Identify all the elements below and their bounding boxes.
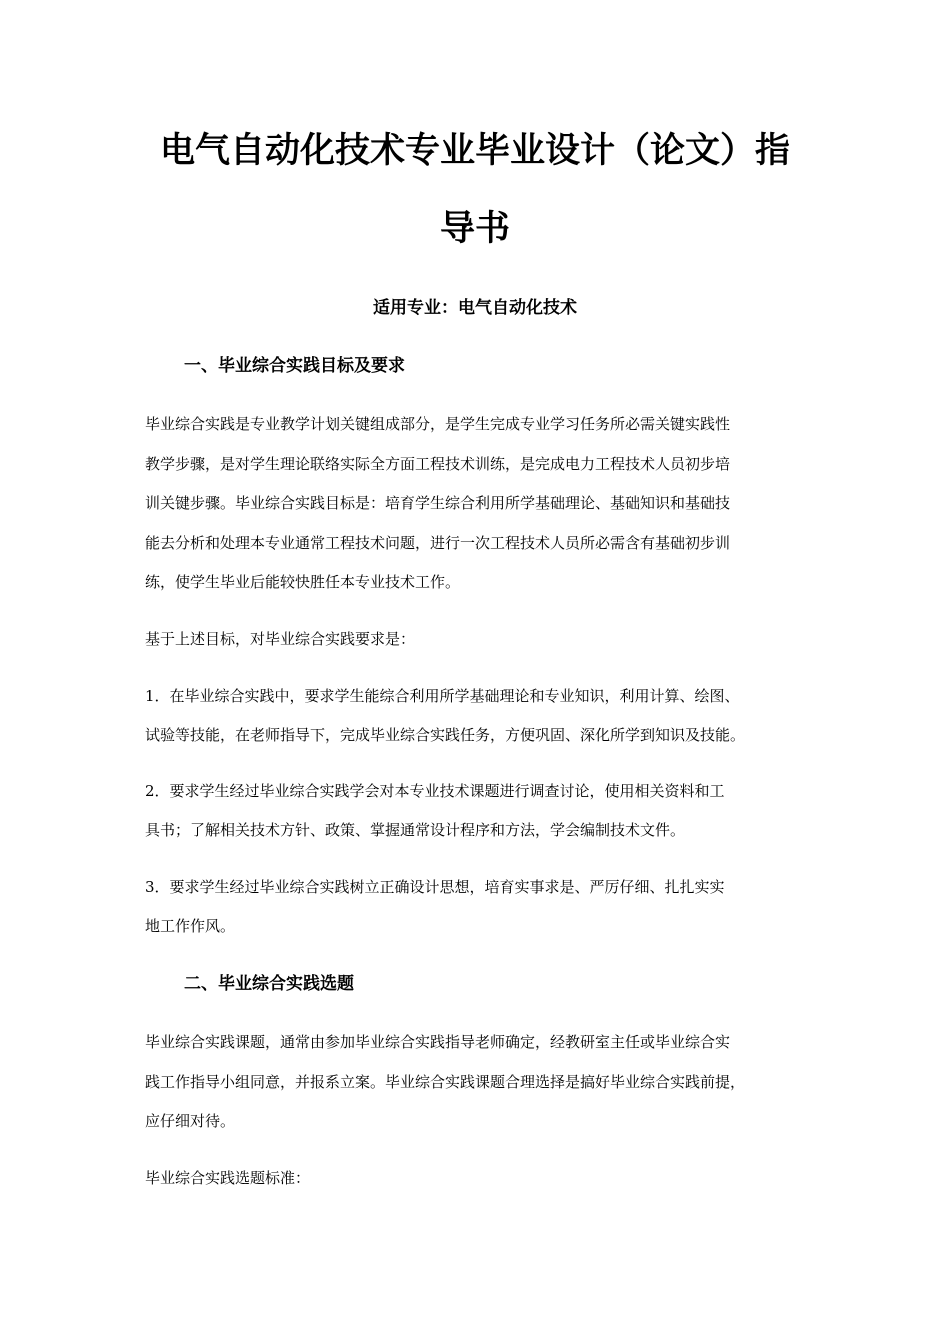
s1-item3-line-2: 地工作作风。 bbox=[145, 917, 236, 935]
document-title-line-2: 导书 bbox=[439, 209, 510, 249]
s2-para1-line-3: 应仔细对待。 bbox=[145, 1112, 236, 1130]
s1-item1-line-1: 1．在毕业综合实践中，要求学生能综合利用所学基础理论和专业知识，利用计算、绘图、 bbox=[145, 687, 740, 705]
document-title-line-1: 电气自动化技术专业毕业设计（论文）指 bbox=[159, 131, 790, 171]
s1-para1-line-3: 训关键步骤。毕业综合实践目标是：培育学生综合利用所学基础理论、基础知识和基础技 bbox=[145, 494, 731, 512]
s2-para2: 毕业综合实践选题标准： bbox=[145, 1169, 311, 1187]
s1-item2-line-1: 2．要求学生经过毕业综合实践学会对本专业技术课题进行调查讨论，使用相关资料和工 bbox=[145, 782, 725, 800]
section-2-heading: 二、毕业综合实践选题 bbox=[184, 974, 354, 994]
s1-para1-line-1: 毕业综合实践是专业教学计划关键组成部分，是学生完成专业学习任务所必需关键实践性 bbox=[145, 415, 731, 433]
s1-item3-line-1: 3．要求学生经过毕业综合实践树立正确设计思想，培育实事求是、严厉仔细、扎扎实实 bbox=[145, 878, 725, 896]
applicable-major: 适用专业：电气自动化技术 bbox=[373, 298, 577, 318]
s1-item1-line-2: 试验等技能，在老师指导下，完成毕业综合实践任务，方便巩固、深化所学到知识及技能。 bbox=[145, 726, 746, 744]
s1-para1-line-4: 能去分析和处理本专业通常工程技术问题，进行一次工程技术人员所必需含有基础初步训 bbox=[145, 534, 731, 552]
section-1-heading: 一、毕业综合实践目标及要求 bbox=[184, 356, 405, 376]
s2-para1-line-2: 践工作指导小组同意，并报系立案。毕业综合实践课题合理选择是搞好毕业综合实践前提， bbox=[145, 1073, 746, 1091]
s1-item2-line-2: 具书；了解相关技术方针、政策、掌握通常设计程序和方法，学会编制技术文件。 bbox=[145, 821, 686, 839]
s1-para1-line-2: 教学步骤，是对学生理论联络实际全方面工程技术训练，是完成电力工程技术人员初步培 bbox=[145, 455, 731, 473]
s2-para1-line-1: 毕业综合实践课题，通常由参加毕业综合实践指导老师确定，经教研室主任或毕业综合实 bbox=[145, 1033, 731, 1051]
s1-para2: 基于上述目标，对毕业综合实践要求是： bbox=[145, 630, 416, 648]
s1-para1-line-5: 练，使学生毕业后能较快胜任本专业技术工作。 bbox=[145, 573, 461, 591]
